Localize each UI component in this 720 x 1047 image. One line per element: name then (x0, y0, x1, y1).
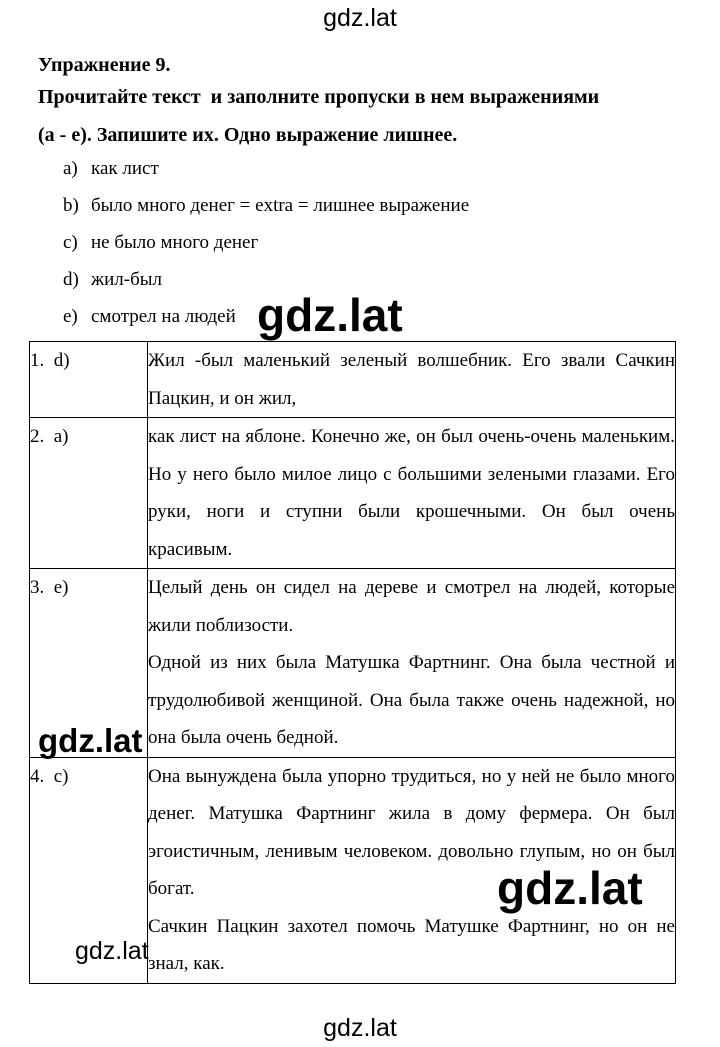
watermark-small: gdz.lat (75, 937, 149, 965)
watermark-large-lower: gdz.lat (497, 862, 643, 914)
exercise-heading: Упражнение 9. (38, 54, 171, 76)
exercise-instruction-line1: Прочитайте текст и заполните пропуски в нем выражениями (38, 86, 600, 108)
answer-text: Целый день он сидел на дереве и смотрел на людей, которые жили поблизости. (148, 577, 675, 636)
option-letter: c) (63, 232, 78, 253)
answer-cell (148, 569, 676, 758)
answer-number: 1. d) (30, 342, 148, 418)
answer-text: Жил -был маленький зеленый волшебник. Его звали Сачкин Пацкин, и он жил, (148, 342, 676, 418)
answer-text: как лист на яблоне. Конечно же, он был очень-очень маленьким. Но у него было милое лицо с большими зелеными глазами. Его руки, ноги и ступни были крошечными. Он был очень красивым. (148, 418, 676, 569)
option-letter: e) (63, 306, 78, 327)
answer-text-continued: Сачкин Пацкин захотел помочь Матушке Фартнинг, но он не знал, как. (148, 915, 675, 974)
option-a (63, 150, 469, 187)
table-row (30, 418, 676, 569)
watermark-medium: gdz.lat (38, 722, 143, 759)
option-b (63, 187, 469, 224)
option-text: было много денег = extra = лишнее выражение (91, 195, 470, 216)
option-c (63, 224, 469, 261)
answer-number: 4. c) (30, 757, 148, 983)
option-text: не было много денег (91, 232, 259, 253)
option-letter: d) (63, 269, 79, 290)
option-letter: b) (63, 195, 79, 216)
answer-number: 3. e) (30, 569, 148, 758)
option-letter: a) (63, 158, 78, 179)
table-row (30, 342, 676, 418)
option-text: как лист (91, 158, 159, 179)
option-text: смотрел на людей (91, 306, 236, 327)
answer-text-continued: Одной из них была Матушка Фартнинг. Она была честной и трудолюбивой женщиной. Она была также очень надежной, но она была очень бедной. (148, 652, 675, 748)
answer-number: 2. a) (30, 418, 148, 569)
watermark-bottom: gdz.lat (323, 1014, 397, 1042)
answer-text: Она вынуждена была упорно трудиться, но у ней не было много денег. Матушка Фартнинг жила в дому фермера. Он был эгоистичным, ленивым человеком. довольно глупым, но он был богат. (148, 765, 675, 899)
watermark-large: gdz.lat (257, 289, 403, 341)
exercise-instruction-line2: (a - e). Запишите их. Одно выражение лишнее. (38, 124, 458, 146)
watermark-top: gdz.lat (323, 4, 397, 32)
option-text: жил-был (91, 269, 163, 290)
